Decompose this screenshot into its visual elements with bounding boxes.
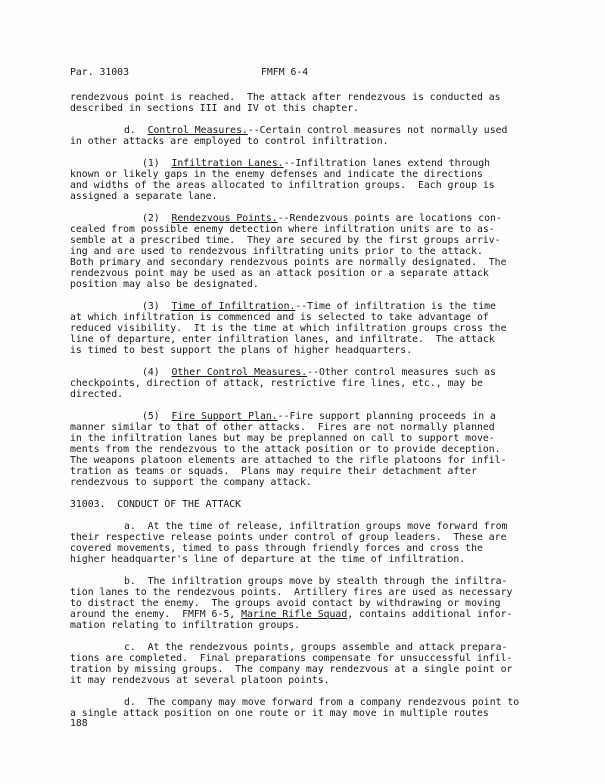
text-line: known or likely gaps in the enemy defenses and indicate the directions: [70, 169, 483, 180]
subparagraph-heading-line: [70, 213, 540, 224]
subparagraph-number: (1): [142, 158, 160, 169]
subparagraph-number: (5): [142, 411, 160, 422]
text-line: a single attack position on one route or it may move in multiple routes: [70, 708, 489, 719]
paragraph-b: [70, 576, 540, 631]
text-line: tions are completed. Final preparations compensate for unsuccessful infil-: [70, 653, 513, 664]
text-line: --Other control measures such as: [307, 367, 496, 378]
text-line: assigned a separate lane.: [70, 191, 218, 202]
text-line: covered movements, timed to pass through friendly forces and cross the: [70, 543, 483, 554]
section-heading: 31003. CONDUCT OF THE ATTACK: [70, 499, 242, 510]
paragraph-heading-line: [70, 125, 540, 136]
text-line: semble at a prescribed time. They are secured by the first groups arriv-: [70, 235, 501, 246]
subparagraph-number: (2): [142, 213, 160, 224]
paragraph-d-control-measures: [70, 125, 540, 147]
text-line: to distract the enemy. The groups avoid contact by withdrawing or moving: [70, 598, 501, 609]
text-line: , contains additional infor-: [347, 609, 513, 620]
subparagraph-heading-line: [70, 158, 540, 169]
text-line: ments from the rendezvous to the attack position or to provide deception.: [70, 444, 501, 455]
paragraph-reference: Par. 31003: [70, 67, 129, 78]
text-line: --Certain control measures not normally used: [247, 125, 508, 136]
subparagraph-3: [70, 301, 540, 356]
text-line: b. The infiltration groups move by stealth through the infiltra-: [124, 576, 508, 587]
subparagraph-title: Other Control Measures.: [171, 367, 308, 378]
text-line: higher headquarter's line of departure at the time of infiltration.: [70, 554, 466, 565]
text-line: mation relating to infiltration groups.: [70, 620, 301, 631]
text-line: cealed from possible enemy detection where infiltration units are to as-: [70, 224, 495, 235]
subparagraph-heading-line: [70, 301, 540, 312]
text-line: tration as teams or squads. Plans may require their detachment after: [70, 466, 477, 477]
subparagraph-2: [70, 213, 540, 290]
page-body: [70, 92, 540, 719]
text-line: rendezvous point may be used as an attack position or a separate attack: [70, 268, 489, 279]
text-line: The weapons platoon elements are attached to the rifle platoons for infil-: [70, 455, 507, 466]
text-line: around the enemy. FMFM 6-5,: [70, 609, 242, 620]
text-line: rendezvous to support the company attack.: [70, 477, 312, 488]
paragraph-letter: d.: [124, 125, 136, 136]
paragraph-d-movement: [70, 697, 540, 719]
text-line: tion lanes to the rendezvous points. Artillery fires are used as necessary: [70, 587, 513, 598]
subparagraph-4: [70, 367, 540, 400]
text-line: d. The company may move forward from a company rendezvous point to: [124, 697, 520, 708]
subparagraph-title: Rendezvous Points.: [171, 213, 278, 224]
text-line: tration by missing groups. The company may rendezvous at a single point or: [70, 664, 513, 675]
subparagraph-heading-line: [70, 411, 540, 422]
text-line: ing and are used to rendezvous infiltrating units prior to the attack.: [70, 246, 483, 257]
text-line: reduced visibility. It is the time at which infiltration groups cross the: [70, 323, 507, 334]
subparagraph-number: (4): [142, 367, 160, 378]
intro-paragraph: [70, 92, 540, 114]
text-line-with-reference: [70, 609, 540, 620]
subparagraph-heading-line: [70, 367, 540, 378]
text-line: is timed to best support the plans of higher headquarters.: [70, 345, 413, 356]
text-line: --Infiltration lanes extend through: [283, 158, 491, 169]
text-line: --Rendezvous points are locations con-: [277, 213, 502, 224]
subparagraph-title: Time of Infiltration.: [171, 301, 296, 312]
text-line: c. At the rendezvous points, groups assemble and attack prepara-: [124, 642, 508, 653]
text-line: --Fire support planning proceeds in a: [277, 411, 496, 422]
text-line: in the infiltration lanes but may be preplanned on call to support move-: [70, 433, 495, 444]
text-line: at which infiltration is commenced and is selected to take advantage of: [70, 312, 489, 323]
paragraph-title: Control Measures.: [147, 125, 248, 136]
reference-title: Marine Rifle Squad: [241, 609, 348, 620]
text-line: --Time of infiltration is the time: [295, 301, 496, 312]
text-line: directed.: [70, 389, 124, 400]
text-line: Both primary and secondary rendezvous points are normally designated. The: [70, 257, 507, 268]
subparagraph-5: [70, 411, 540, 488]
text-line: a. At the time of release, infiltration groups move forward from: [124, 521, 508, 532]
text-line: described in sections III and IV ot this chapter.: [70, 103, 360, 114]
text-line: and widths of the areas allocated to infiltration groups. Each group is: [70, 180, 495, 191]
text-line: position may also be designated.: [70, 279, 259, 290]
subparagraph-1: [70, 158, 540, 202]
subparagraph-title: Fire Support Plan.: [171, 411, 278, 422]
manual-number: FMFM 6-4: [261, 67, 309, 78]
text-line: their respective release points under control of group leaders. These are: [70, 532, 507, 543]
text-line: line of departure, enter infiltration lanes, and infiltrate. The attack: [70, 334, 495, 345]
text-line: it may rendezvous at several platoon points.: [70, 675, 330, 686]
page-number: 188: [70, 718, 88, 729]
paragraph-a: [70, 521, 540, 565]
text-line: rendezvous point is reached. The attack after rendezvous is conducted as: [70, 92, 501, 103]
paragraph-c: [70, 642, 540, 686]
subparagraph-title: Infiltration Lanes.: [171, 158, 284, 169]
subparagraph-number: (3): [142, 301, 160, 312]
text-line: checkpoints, direction of attack, restrictive fire lines, etc., may be: [70, 378, 483, 389]
text-line: in other attacks are employed to control infiltration.: [70, 136, 389, 147]
text-line: manner similar to that of other attacks. Fires are not normally planned: [70, 422, 495, 433]
